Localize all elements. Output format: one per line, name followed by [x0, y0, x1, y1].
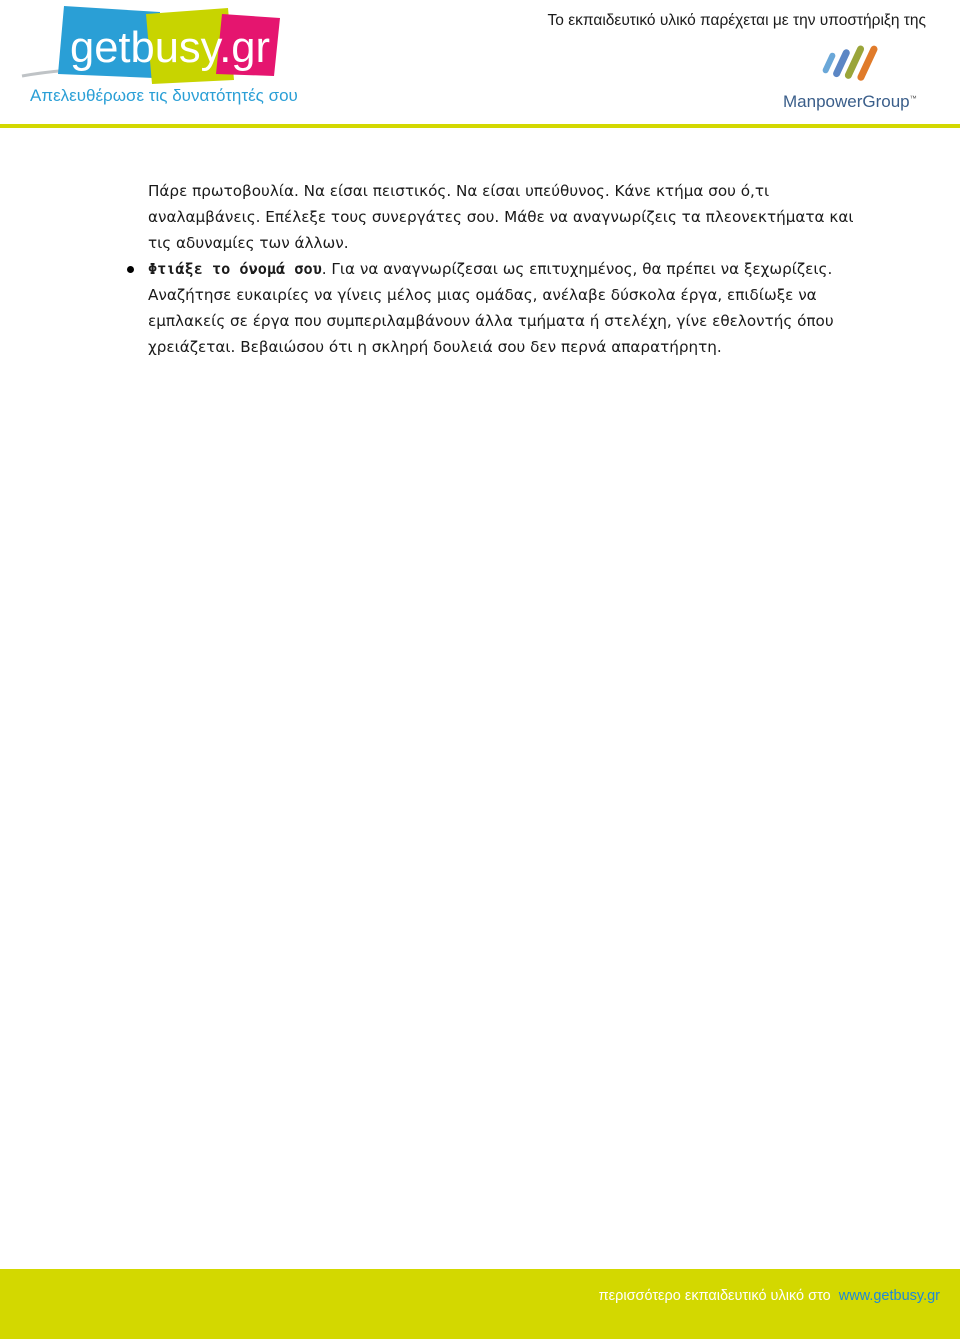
bullet-item	[148, 256, 860, 360]
footer-link[interactable]: www.getbusy.gr	[838, 1288, 940, 1304]
bullet-dot-icon	[127, 266, 134, 273]
bullet-text: . Για να αναγνωρίζεσαι ως επιτυχημένος, θα πρέπει να ξεχωρίζεις. Αναζήτησε ευκαιρίες να γίνεις μέλος μιας ομάδας, ανέλαβε δύσκολα έργα, επιδίωξε να εμπλακείς σε έργα που συμπεριλαμβάνουν άλλα τμήματα ή στελέχη, γίνε εθελοντής όπου χρειάζεται. Βεβαιώσου ότι η σκληρή δουλειά σου δεν περνά απαρατήρητη.	[148, 260, 834, 356]
logo-wordmark: getbusy.gr	[70, 23, 270, 72]
footer-text	[599, 1288, 940, 1304]
header-divider	[0, 124, 960, 128]
page-footer	[0, 1269, 960, 1339]
manpower-wordmark	[783, 92, 917, 112]
body-paragraph: Πάρε πρωτοβουλία. Να είσαι πειστικός. Να είσαι υπεύθυνος. Κάνε κτήμα σου ό,τι αναλαμβάνεις. Επέλεξε τους συνεργάτες σου. Μάθε να αναγνωρίζεις τα πλεονεκτήματα και τις αδυναμίες των άλλων.	[148, 182, 854, 252]
sponsor-text: Το εκπαιδευτικό υλικό παρέχεται με την υποστήριξη της	[547, 12, 926, 29]
footer-label: περισσότερο εκπαιδευτικό υλικό στο	[598, 1288, 831, 1304]
manpower-logo-icon	[820, 42, 880, 86]
manpower-name: ManpowerGroup	[783, 92, 910, 111]
page-header	[0, 0, 960, 126]
bullet-heading: Φτιάξε το όνομά σου	[148, 260, 322, 278]
document-body	[148, 178, 860, 360]
manpower-tm: ™	[909, 95, 917, 103]
logo-tagline: Απελευθέρωσε τις δυνατότητές σου	[30, 86, 298, 105]
